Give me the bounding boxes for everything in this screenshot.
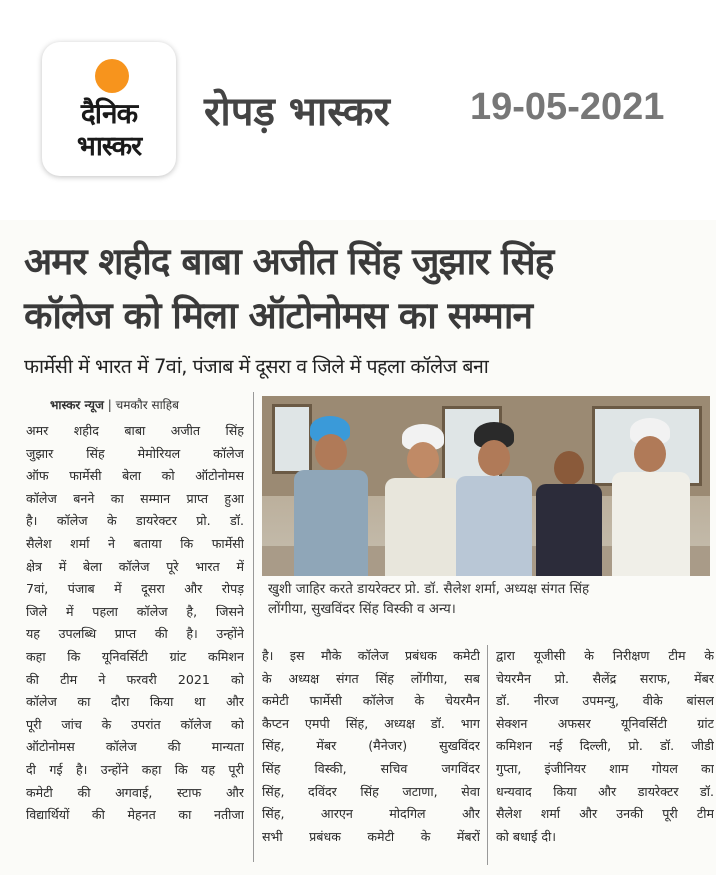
caption-line: खुशी जाहिर करते डायरेक्टर प्रो. डॉ. सैलेश शर्मा, अध्यक्ष संगत सिंह	[268, 582, 590, 597]
news-photo	[262, 396, 710, 576]
text-line: सेक्शन अफसर यूनिवर्सिटी ग्रांट	[496, 715, 714, 731]
text-line: कमिशन नई दिल्ली, प्रो. डॉ. जीडी	[496, 738, 714, 754]
text-line: अमर शहीद बाबा अजीत सिंह	[26, 423, 244, 438]
logo-text-line1: दैनिक	[80, 97, 138, 130]
article-column-1	[26, 420, 244, 827]
text-line: है। इस मौके कॉलेज प्रबंधक कमेटी	[262, 648, 480, 663]
headline-line-1: अमर शहीद बाबा अजीत सिंह जुझार सिंह	[24, 240, 554, 283]
text-line: पूरी जांच के उपरांत कॉलेज को	[26, 716, 244, 732]
text-line: कैप्टन एमपी सिंह, अध्यक्ष डॉ. भाग	[262, 715, 480, 731]
page-header	[0, 0, 716, 200]
text-line: जुझार सिंह मेमोरियल कॉलेज	[26, 445, 244, 461]
text-line: द्वारा यूजीसी के निरीक्षण टीम के	[496, 648, 714, 663]
text-line: कमेटी की अगवाई, स्टाफ और	[26, 784, 244, 800]
text-line: कॉलेज बनने का सम्मान प्राप्त हुआ	[26, 490, 244, 506]
text-line: है। कॉलेज के डायरेक्टर प्रो. डॉ.	[26, 513, 244, 529]
text-line: विद्यार्थियों की मेहनत का नतीजा	[26, 807, 244, 823]
text-line: को बधाई दी।	[496, 828, 557, 844]
text-line: ऑटोनोमस कॉलेज की मान्यता	[26, 739, 244, 755]
text-line: जिले में पहला कॉलेज है, जिसने	[26, 603, 244, 619]
text-line: सभी प्रबंधक कमेटी के मेंबरों	[262, 828, 480, 844]
text-line: कॉलेज का दौरा किया था और	[26, 694, 244, 710]
subheadline: फार्मेसी में भारत में 7वां, पंजाब में दूसरा व जिले में पहला कॉलेज बना	[24, 355, 489, 378]
text-line: चेयरमैन प्रो. सैलेंद्र सराफ, मेंबर	[496, 670, 714, 686]
publication-date: 19-05-2021	[470, 86, 665, 128]
byline-separator: |	[107, 398, 116, 412]
text-line: सैलेश शर्मा ने बताया कि फार्मेसी	[26, 535, 244, 551]
dainik-bhaskar-logo	[42, 42, 176, 176]
text-line: सिंह, दविंदर सिंह जटाणा, सेवा	[262, 783, 480, 799]
column-divider	[487, 645, 488, 865]
article-column-2	[262, 645, 480, 848]
text-line: 7वां, पंजाब में दूसरा और रोपड़	[26, 581, 244, 597]
text-line: यह उपलब्धि प्राप्त की है। उन्होंने	[26, 626, 244, 642]
text-line: कहा कि यूनिवर्सिटी ग्रांट कमिशन	[26, 648, 244, 664]
photo-caption	[268, 580, 710, 620]
text-line: सिंह, आरएन मोदगिल और	[262, 806, 480, 822]
byline-source: भास्कर न्यूज	[50, 398, 104, 412]
sun-icon	[95, 59, 129, 93]
text-line: सिंह विस्की, सचिव जगविंदर	[262, 760, 480, 776]
text-line: सैलेश शर्मा और उनकी पूरी टीम	[496, 806, 714, 822]
news-article	[0, 220, 716, 875]
column-divider	[253, 392, 254, 862]
logo-text-line2: भास्कर	[76, 131, 142, 162]
text-line: कमेटी फार्मेसी कॉलेज के चेयरमैन	[262, 693, 480, 709]
edition-name: रोपड़ भास्कर	[204, 89, 390, 135]
text-line: धन्यवाद किया और डायरेक्टर डॉ.	[496, 783, 714, 799]
byline	[50, 396, 179, 413]
text-line: के अध्यक्ष संगत सिंह लोंगीया, सब	[262, 670, 480, 686]
text-line: की टीम ने फरवरी 2021 को	[26, 671, 244, 687]
text-line: गुप्ता, इंजीनियर शाम गोयल का	[496, 760, 714, 776]
headline-line-2: कॉलेज को मिला ऑटोनोमस का सम्मान	[24, 294, 532, 337]
text-line: डॉ. नीरज उपमन्यु, वीके बांसल	[496, 693, 714, 709]
article-column-3	[496, 645, 714, 848]
text-line: ऑफ फार्मेसी बेला को ऑटोनोमस	[26, 468, 244, 484]
caption-line: लोंगीया, सुखविंदर सिंह विस्की व अन्य।	[268, 602, 456, 617]
text-line: क्षेत्र में बेला कॉलेज पूरे भारत में	[26, 558, 244, 574]
text-line: सिंह, मेंबर (मैनेजर) सुखविंदर	[262, 738, 480, 754]
text-line: दी गई है। उन्होंने कहा कि यह पूरी	[26, 761, 244, 777]
photo-window	[272, 404, 312, 474]
byline-place: चमकौर साहिब	[115, 398, 180, 412]
